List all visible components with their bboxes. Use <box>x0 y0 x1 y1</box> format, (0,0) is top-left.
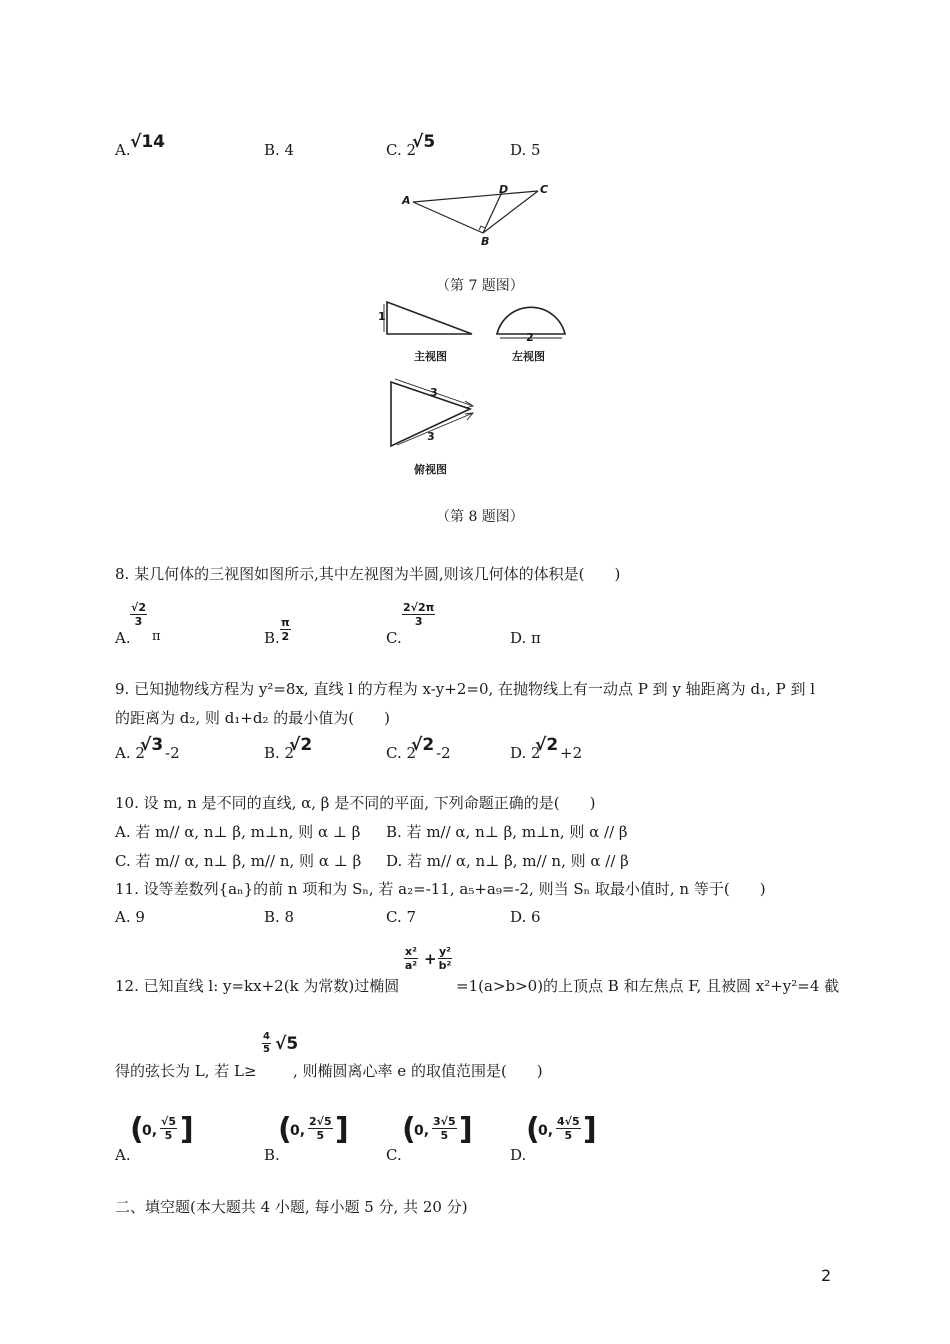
q8-option-b-fraction <box>280 616 291 643</box>
q12-text-pre: 12. 已知直线 l: y=kx+2(k 为常数)过椭圆 <box>115 977 400 995</box>
q11-option-d: D. 6 <box>510 908 541 926</box>
figure-8-top-dim-2: 3 <box>427 430 435 443</box>
q8-option-c-fraction <box>402 601 435 628</box>
q7-option-a-value: √14 <box>130 132 165 152</box>
q7-option-b: B. 4 <box>264 141 295 159</box>
section-2-heading: 二、填空题(本大题共 4 小题, 每小题 5 分, 共 20 分) <box>115 1198 468 1216</box>
q12-option-d-prefix: D. <box>510 1146 527 1164</box>
q11-option-c: C. 7 <box>386 908 417 926</box>
q8-option-a-suffix: π <box>152 629 161 644</box>
q8-option-b-den: 2 <box>281 630 290 643</box>
figure-8-front-label: 主视图 <box>414 350 447 363</box>
q12-ellipse-plus: + <box>424 950 437 968</box>
page-number: 2 <box>821 1266 832 1285</box>
q12-option-b-zero: 0, <box>290 1123 306 1139</box>
q9-line-1: 9. 已知抛物线方程为 y²=8x, 直线 l 的方程为 x-y+2=0, 在抛物线上有一动点 P 到 y 轴距离为 d₁, P 到 l <box>115 680 816 698</box>
q8-option-c-prefix: C. <box>386 629 402 647</box>
q12-option-c-zero: 0, <box>414 1123 430 1139</box>
q9-line-2: 的距离为 d₂, 则 d₁+d₂ 的最小值为( ) <box>115 709 390 727</box>
q12-option-a-prefix: A. <box>115 1146 131 1164</box>
q9-option-c-radical: √2 <box>411 735 435 755</box>
q12-ellipse-x2: x² <box>405 945 417 958</box>
q12-option-b-prefix: B. <box>264 1146 280 1164</box>
q11-option-b: B. 8 <box>264 908 295 926</box>
q12-ellipse-frac-y <box>438 945 452 972</box>
figure-8-top-dim-1: 3 <box>430 386 438 399</box>
q8-option-a-num: √2 <box>131 601 146 614</box>
q9-option-c-suffix: -2 <box>436 744 451 762</box>
figure-7-triangle <box>395 178 560 253</box>
q9-option-d-suffix: +2 <box>560 744 583 762</box>
q8-option-a-prefix: A. <box>115 629 131 647</box>
q12-option-d-den: 5 <box>564 1129 573 1142</box>
q12-ellipse-a2: a² <box>404 959 418 972</box>
q8-option-b-num: π <box>281 616 290 629</box>
q12-l-fraction <box>262 1031 271 1056</box>
q7-option-a-prefix: A. <box>115 141 131 159</box>
q12-l-num: 4 <box>263 1031 270 1042</box>
q12-option-d-zero: 0, <box>538 1123 554 1139</box>
figure-7-label-a: A <box>402 194 411 207</box>
q8-option-c-num: 2√2π <box>403 601 435 614</box>
figure-8-side-label: 左视图 <box>512 350 545 363</box>
q12-option-a-num: √5 <box>161 1115 176 1128</box>
q12-line-2-pre: 得的弦长为 L, 若 L≥ <box>115 1062 257 1080</box>
q10-option-c: C. 若 m// α, n⊥ β, m// n, 则 α ⊥ β <box>115 852 362 870</box>
q12-ellipse-y2: y² <box>439 945 451 958</box>
figure-7-label-b: B <box>481 235 490 248</box>
figure-7-label-d: D <box>499 183 509 196</box>
figure-8-caption: （第 8 题图） <box>436 509 524 525</box>
q8-option-a-den: 3 <box>134 615 143 628</box>
q9-option-a-suffix: -2 <box>165 744 180 762</box>
q12-ellipse-b2: b² <box>438 959 452 972</box>
figure-7-label-c: C <box>540 183 549 196</box>
q10-option-d: D. 若 m// α, n⊥ β, m// n, 则 α // β <box>386 852 629 870</box>
q12-option-c-num: 3√5 <box>433 1115 456 1128</box>
q9-option-a-radical: √3 <box>140 735 164 755</box>
q11-option-a: A. 9 <box>115 908 145 926</box>
q12-option-c-prefix: C. <box>386 1146 402 1164</box>
q7-option-c-value: √5 <box>412 132 436 152</box>
q9-option-b-prefix: B. 2 <box>264 744 295 762</box>
figure-8-side-dim: 2 <box>526 331 534 344</box>
q12-option-c-den: 5 <box>440 1129 449 1142</box>
q8-text: 8. 某几何体的三视图如图所示,其中左视图为半圆,则该几何体的体积是( ) <box>115 565 621 583</box>
figure-7-caption: （第 7 题图） <box>436 278 524 294</box>
q12-ellipse-frac-x <box>404 945 418 972</box>
figure-8-views <box>375 296 575 456</box>
q7-option-c-prefix: C. 2 <box>386 141 417 159</box>
q11-text: 11. 设等差数列{aₙ}的前 n 项和为 Sₙ, 若 a₂=-11, a₅+a₉=-2, 则当 Sₙ 取最小值时, n 等于( ) <box>115 880 766 898</box>
q7-option-d: D. 5 <box>510 141 541 159</box>
q9-option-d-radical: √2 <box>535 735 559 755</box>
q9-option-a-prefix: A. 2 <box>115 744 145 762</box>
q12-option-b-num: 2√5 <box>309 1115 332 1128</box>
q9-option-d-prefix: D. 2 <box>510 744 541 762</box>
q8-option-b-prefix: B. <box>264 629 280 647</box>
q12-line-2-post: , 则椭圆离心率 e 的取值范围是( ) <box>293 1062 543 1080</box>
q9-option-b-radical: √2 <box>289 735 313 755</box>
q10-text: 10. 设 m, n 是不同的直线, α, β 是不同的平面, 下列命题正确的是( ) <box>115 794 596 812</box>
figure-8-top-label: 俯视图 <box>414 463 447 476</box>
q12-option-d-num: 4√5 <box>557 1115 580 1128</box>
figure-8-front-dim: 1 <box>378 310 386 323</box>
q12-option-b-den: 5 <box>316 1129 325 1142</box>
q12-l-radical: √5 <box>275 1034 299 1054</box>
q8-option-d: D. π <box>510 629 541 647</box>
q12-option-a-zero: 0, <box>142 1123 158 1139</box>
q12-text-post: =1(a>b>0)的上顶点 B 和左焦点 F, 且被圆 x²+y²=4 截 <box>456 977 840 995</box>
q12-option-a-den: 5 <box>164 1129 173 1142</box>
q10-option-a: A. 若 m// α, n⊥ β, m⊥n, 则 α ⊥ β <box>115 823 361 841</box>
q9-option-c-prefix: C. 2 <box>386 744 417 762</box>
q10-option-b: B. 若 m// α, n⊥ β, m⊥n, 则 α // β <box>386 823 628 841</box>
q8-option-c-den: 3 <box>414 615 423 628</box>
q8-option-a-fraction <box>130 601 147 628</box>
q12-l-den: 5 <box>263 1044 270 1055</box>
